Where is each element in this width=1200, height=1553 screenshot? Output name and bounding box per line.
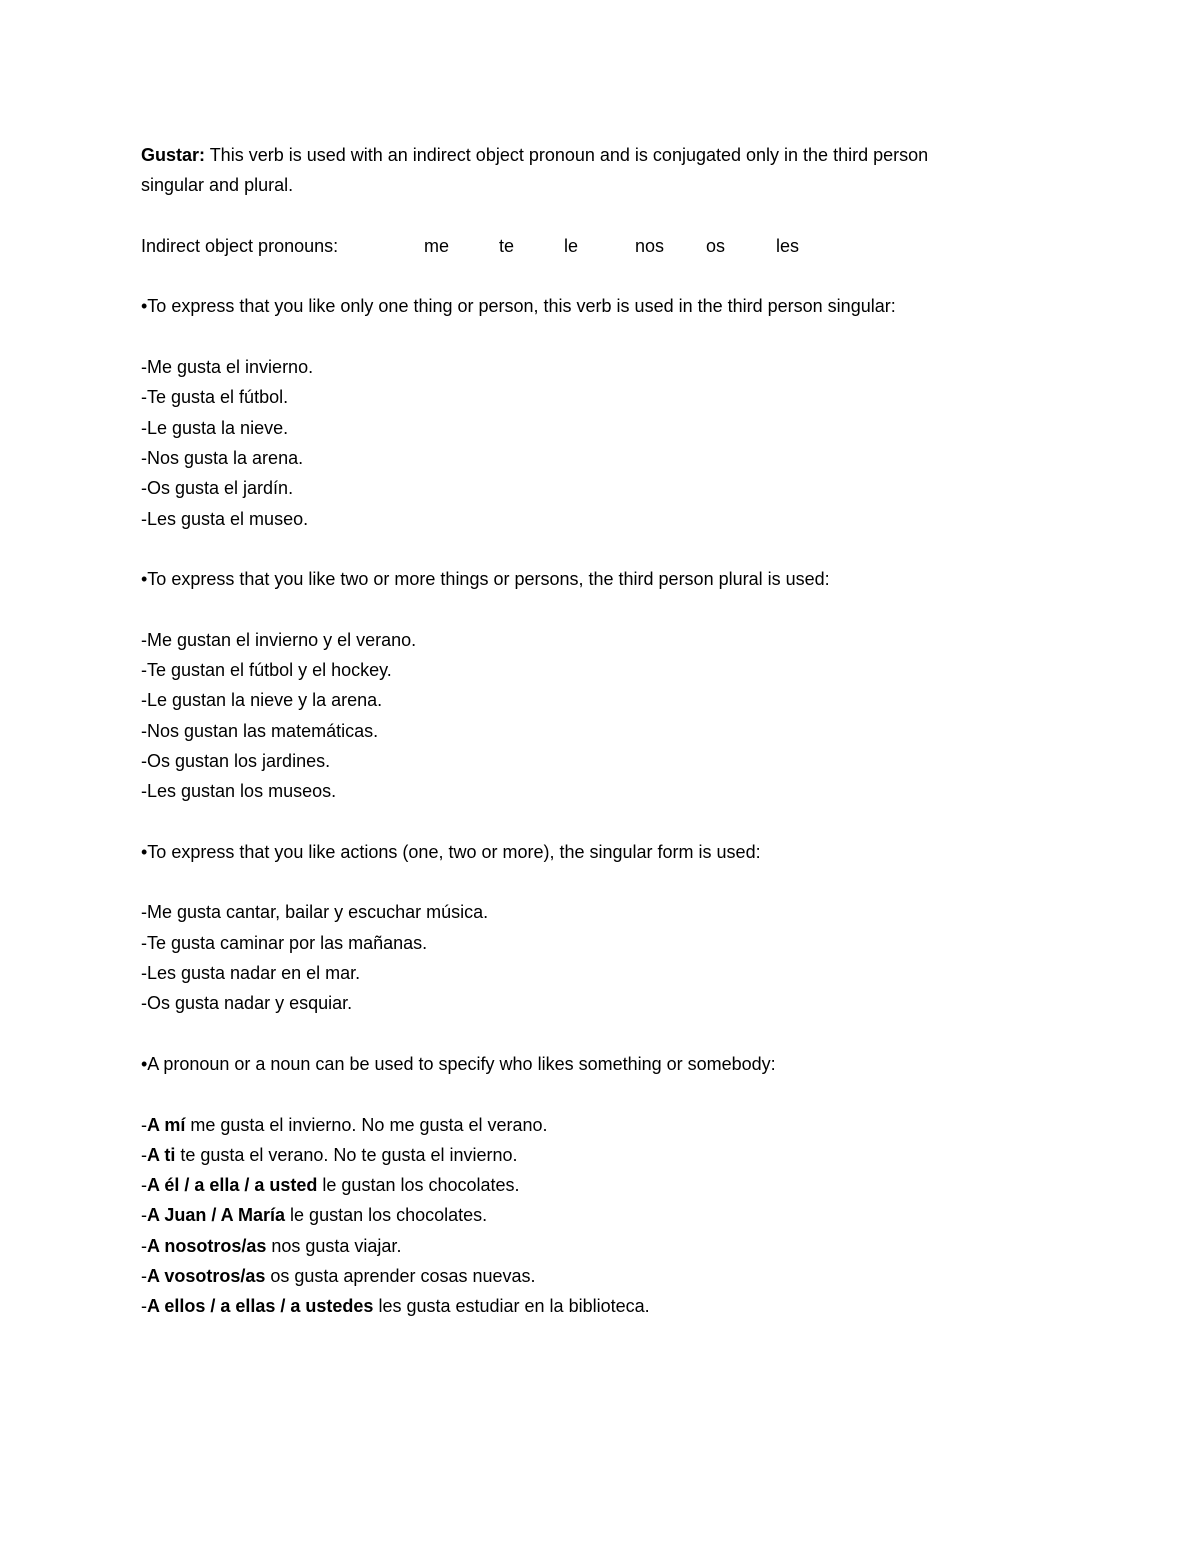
example-rest: os gusta aprender cosas nuevas. — [265, 1265, 536, 1286]
example-rest: me gusta el invierno. No me gusta el verano. — [185, 1114, 548, 1135]
dash: - — [141, 1265, 147, 1286]
intro-line-2: singular and plural. — [141, 175, 294, 196]
pronoun-nos: nos — [635, 235, 665, 256]
section4-example — [141, 1110, 1041, 1140]
pronoun-label: Indirect object pronouns: — [141, 235, 339, 256]
pronoun-row — [141, 231, 1041, 261]
section3-example: -Te gusta caminar por las mañanas. — [141, 932, 428, 953]
subject-phrase: A ti — [147, 1144, 176, 1165]
example-rest: te gusta el verano. No te gusta el invierno. — [175, 1144, 518, 1165]
spacer — [141, 261, 1041, 291]
section3-heading: •To express that you like actions (one, two or more), the singular form is used: — [141, 841, 761, 862]
intro-line-1 — [141, 140, 1041, 170]
example-rest: les gusta estudiar en la biblioteca. — [373, 1296, 650, 1317]
example-rest: nos gusta viajar. — [266, 1235, 402, 1256]
spacer — [141, 1019, 1041, 1049]
section2-example: -Te gustan el fútbol y el hockey. — [141, 660, 392, 681]
section2-example: -Les gustan los museos. — [141, 781, 337, 802]
intro-text-1: This verb is used with an indirect object pronoun and is conjugated only in the third person — [205, 145, 929, 165]
section2-heading: •To express that you like two or more things or persons, the third person plural is used: — [141, 569, 830, 590]
section4-heading: •A pronoun or a noun can be used to specify who likes something or somebody: — [141, 1053, 776, 1074]
dash: - — [141, 1144, 147, 1165]
section4-example — [141, 1291, 1041, 1321]
document-page — [141, 140, 1041, 1322]
subject-phrase: A vosotros/as — [147, 1265, 266, 1286]
section1-example: -Nos gusta la arena. — [141, 447, 304, 468]
section1-example: -Les gusta el museo. — [141, 508, 309, 529]
subject-phrase: A Juan / A María — [147, 1205, 286, 1226]
section1-example: -Os gusta el jardín. — [141, 478, 294, 499]
pronoun-os: os — [706, 235, 726, 256]
section4-example — [141, 1200, 1041, 1230]
spacer — [141, 867, 1041, 897]
spacer — [141, 201, 1041, 231]
dash: - — [141, 1235, 147, 1256]
spacer — [141, 807, 1041, 837]
section2-example: -Le gustan la nieve y la arena. — [141, 690, 383, 711]
subject-phrase: A ellos / a ellas / a ustedes — [147, 1296, 374, 1317]
spacer — [141, 1079, 1041, 1109]
section3-example: -Les gusta nadar en el mar. — [141, 963, 361, 984]
section4-example — [141, 1170, 1041, 1200]
spacer — [141, 594, 1041, 624]
pronoun-le: le — [564, 235, 579, 256]
intro-term: Gustar: — [141, 145, 206, 165]
section4-example — [141, 1140, 1041, 1170]
subject-phrase: A mí — [147, 1114, 186, 1135]
section1-example: -Te gusta el fútbol. — [141, 387, 289, 408]
dash: - — [141, 1114, 147, 1135]
dash: - — [141, 1296, 147, 1317]
section4-example — [141, 1231, 1041, 1261]
pronoun-les: les — [776, 235, 800, 256]
section3-example: -Me gusta cantar, bailar y escuchar música. — [141, 902, 489, 923]
section2-example: -Me gustan el invierno y el verano. — [141, 629, 417, 650]
subject-phrase: A él / a ella / a usted — [147, 1175, 318, 1196]
spacer — [141, 322, 1041, 352]
section2-example: -Os gustan los jardines. — [141, 750, 331, 771]
dash: - — [141, 1205, 147, 1226]
example-rest: le gustan los chocolates. — [285, 1205, 488, 1226]
section4-example — [141, 1261, 1041, 1291]
spacer — [141, 534, 1041, 564]
section1-example: -Le gusta la nieve. — [141, 417, 289, 438]
pronoun-te: te — [499, 235, 515, 256]
example-rest: le gustan los chocolates. — [317, 1175, 520, 1196]
pronoun-me: me — [424, 235, 450, 256]
section3-example: -Os gusta nadar y esquiar. — [141, 993, 353, 1014]
section1-example: -Me gusta el invierno. — [141, 357, 314, 378]
section2-example: -Nos gustan las matemáticas. — [141, 720, 379, 741]
subject-phrase: A nosotros/as — [147, 1235, 267, 1256]
section1-heading: •To express that you like only one thing or person, this verb is used in the third person singular: — [141, 296, 896, 317]
dash: - — [141, 1175, 147, 1196]
